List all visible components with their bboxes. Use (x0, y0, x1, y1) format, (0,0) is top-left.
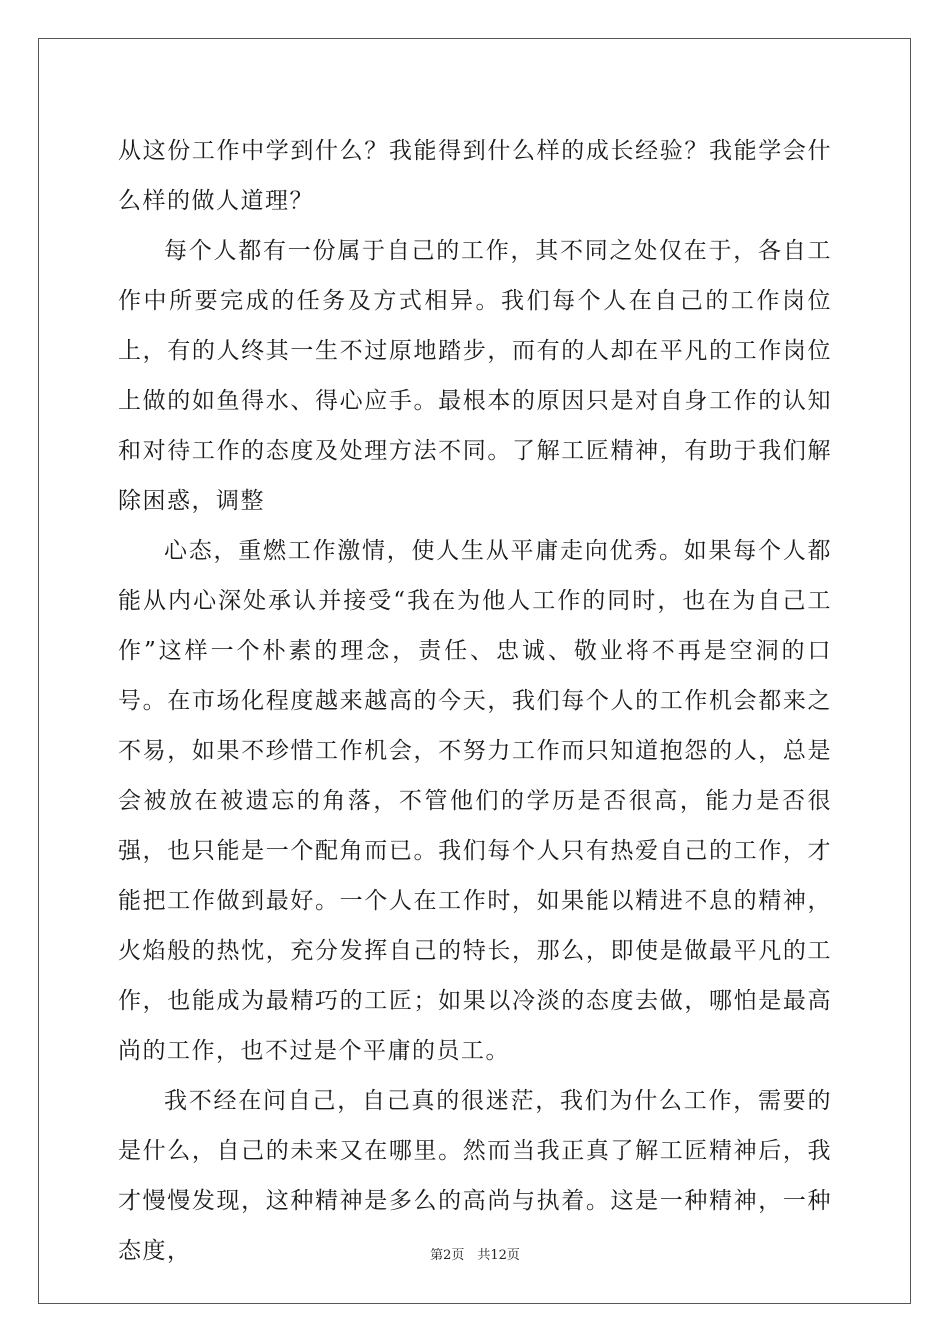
page-number: 第2页 共12页 (430, 1248, 520, 1263)
paragraph-1: 从这份工作中学到什么？我能得到什么样的成长经验？我能学会什么样的做人道理？ (118, 138, 832, 214)
paragraph-4: 我不经在问自己，自己真的很迷茫，我们为什么工作，需要的是什么，自己的未来又在哪里。然而当我正真了解工匠精神后，我才慢慢发现，这种精神是多么的高尚与执着。这是一种精神，一种态度， (118, 1088, 832, 1264)
paragraph-3: 心态，重燃工作激情，使人生从平庸走向优秀。如果每个人都能从内心深处承认并接受“我在为他人工作的同时，也在为自己工作”这样一个朴素的理念，责任、忠诚、敬业将不再是空洞的口号。在市场化程度越来越高的今天，我们每个人的工作机会都来之不易，如果不珍惜工作机会，不努力工作而只知道抱怨的人，总是会被放在被遗忘的角落，不管他们的学历是否很高，能力是否很强，也只能是一个配角而已。我们每个人只有热爱自己的工作，才能把工作做到最好。一个人在工作时，如果能以精进不息的精神，火焰般的热忱，充分发挥自己的特长，那么，即使是做最平凡的工作，也能成为最精巧的工匠；如果以冷淡的态度去做，哪怕是最高尚的工作，也不过是个平庸的员工。 (118, 538, 832, 1064)
document-body (118, 126, 832, 1276)
paragraph-2: 每个人都有一份属于自己的工作，其不同之处仅在于，各自工作中所要完成的任务及方式相异。我们每个人在自己的工作岗位上，有的人终其一生不过原地踏步，而有的人却在平凡的工作岗位上做的如鱼得水、得心应手。最根本的原因只是对自身工作的认知和对待工作的态度及处理方法不同。了解工匠精神，有助于我们解除困惑，调整 (118, 238, 832, 514)
